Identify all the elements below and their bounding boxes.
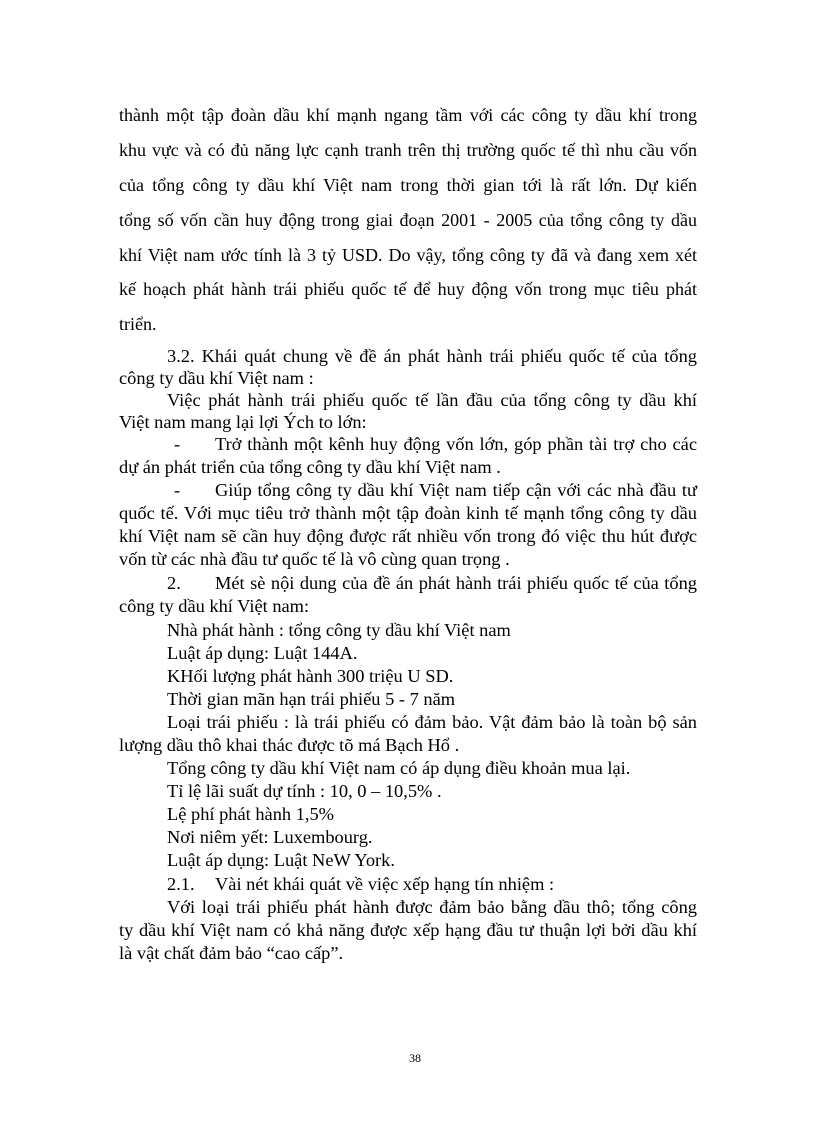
text-line: của tổng công ty dầu khí Việt nam trong thời gian tới là rất lớn. Dự kiến xyxy=(119,175,697,195)
bullet-dash: - xyxy=(174,434,181,454)
list-item: KHối lượng phát hành 300 triệu U SD. xyxy=(167,666,454,686)
text-line: khu vực và có đủ năng lực cạnh tranh trên thị trường quốc tế thì nhu cầu vốn xyxy=(119,140,697,160)
text-line: tổng số vốn cần huy động trong giai đoạn 2001 - 2005 của tổng công ty dầu xyxy=(119,210,697,230)
list-item: Luật áp dụng: Luật 144A. xyxy=(167,643,358,663)
list-item: Thời gian mãn hạn trái phiếu 5 - 7 năm xyxy=(167,689,456,709)
text-line: khí Việt nam sẽ cần huy động được rất nhiều vốn trong đó việc thu hút được xyxy=(119,526,697,546)
list-item: Luật áp dụng: Luật NeW York. xyxy=(167,850,395,870)
text-line: quốc tế. Với mục tiêu trở thành một tập đoàn kinh tế mạnh tổng công ty dầu xyxy=(119,503,697,523)
list-item: Nơi niêm yết: Luxembourg. xyxy=(167,827,373,847)
section-heading: 3.2. Khái quát chung về đề án phát hành trái phiếu quốc tế của tổng xyxy=(167,346,697,366)
text-line: Việc phát hành trái phiếu quốc tế lần đầu của tổng công ty dầu khí xyxy=(167,390,697,410)
text-line: thành một tập đoàn dầu khí mạnh ngang tầm với các công ty dầu khí trong xyxy=(119,105,697,125)
list-item: Nhà phát hành : tổng công ty dầu khí Việt nam xyxy=(167,620,511,640)
text-line: vốn từ các nhà đầu tư quốc tế là vô cùng quan trọng . xyxy=(119,549,510,569)
list-item: Loại trái phiếu : là trái phiếu có đảm bảo. Vật đảm bảo là toàn bộ sản xyxy=(167,712,697,732)
text-line: Trở thành một kênh huy động vốn lớn, góp phần tài trợ cho các xyxy=(215,434,697,454)
text-line: công ty dầu khí Việt nam: xyxy=(119,596,310,616)
text-line: Việt nam mang lại lợi Ých to lớn: xyxy=(119,412,367,432)
text-line: ty dầu khí Việt nam có khả năng được xếp hạng đầu tư thuận lợi bởi dầu khí xyxy=(119,920,697,940)
text-line: lượng dầu thô khai thác được tõ má Bạch Hổ . xyxy=(119,735,460,755)
list-item: Tỉ lệ lãi suất dự tính : 10, 0 – 10,5% . xyxy=(167,781,442,801)
text-line: là vật chất đảm bảo “cao cấp”. xyxy=(119,943,344,963)
section-number: 2.1. xyxy=(167,874,195,894)
text-line: kế hoạch phát hành trái phiếu quốc tế để huy động vốn trong mục tiêu phát xyxy=(119,279,697,299)
text-line: Với loại trái phiếu phát hành được đảm bảo bằng dầu thô; tổng công xyxy=(167,897,697,917)
text-line: khí Việt nam ước tính là 3 tỷ USD. Do vậy, tổng công ty đã và đang xem xét xyxy=(119,245,697,265)
text-line: công ty dầu khí Việt nam : xyxy=(119,368,314,388)
section-heading: Vài nét khái quát về việc xếp hạng tín nhiệm : xyxy=(215,874,555,894)
bullet-dash: - xyxy=(174,480,181,500)
page-number: 38 xyxy=(409,1051,421,1065)
text-line: Giúp tổng công ty dầu khí Việt nam tiếp cận với các nhà đầu tư xyxy=(215,480,697,500)
text-line: dự án phát triển của tổng công ty dầu khí Việt nam . xyxy=(119,457,501,477)
list-item: Lệ phí phát hành 1,5% xyxy=(167,804,335,824)
section-heading: Mét sè nội dung của đề án phát hành trái phiếu quốc tế của tổng xyxy=(215,573,697,593)
text-line: triển. xyxy=(119,314,157,334)
section-number: 2. xyxy=(167,573,181,593)
list-item: Tổng công ty dầu khí Việt nam có áp dụng điều khoản mua lại. xyxy=(167,758,631,778)
